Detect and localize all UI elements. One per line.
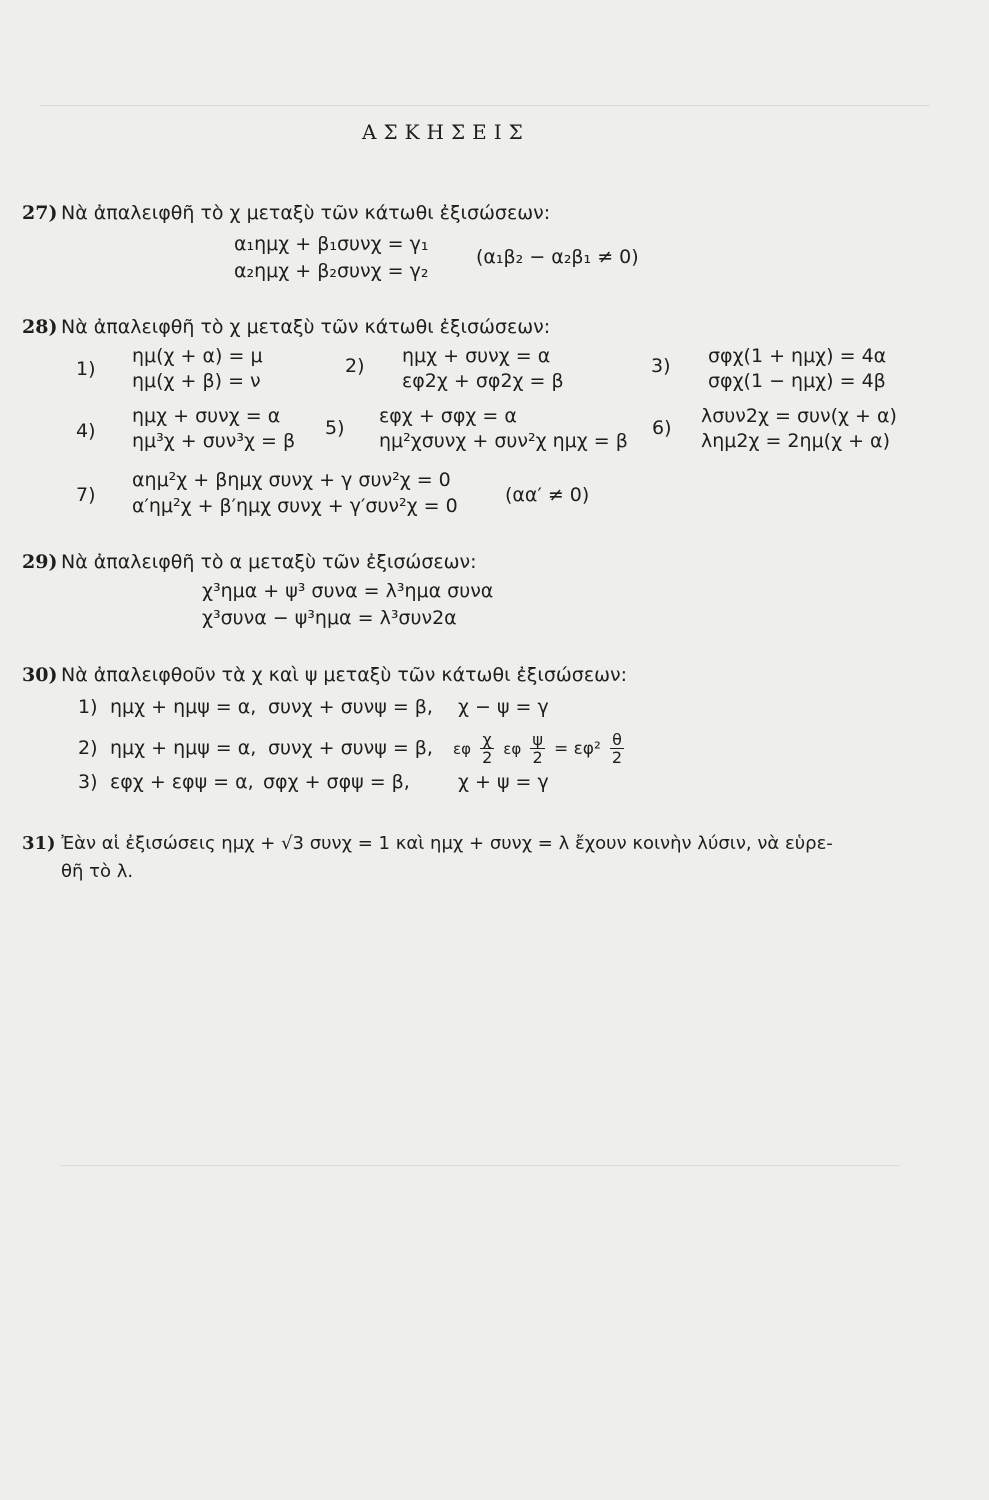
- exercise-27-equation-1: α₁ημχ + β₁συνχ = γ₁: [234, 233, 429, 255]
- exercise-28-part5-eq-b: ημ²χσυνχ + συν²χ ημχ = β: [379, 430, 628, 452]
- exercise-28-number: 28): [22, 316, 58, 338]
- fraction-numerator: θ: [610, 731, 624, 749]
- exercise-30-row3-eq-b: σφχ + σφψ = β,: [263, 771, 410, 793]
- exercise-29-equation-2: χ³συνα − ψ³ημα = λ³συν2α: [202, 607, 457, 629]
- fraction-psi-over-2: [530, 731, 545, 766]
- exercise-30-row1-label: 1): [78, 696, 98, 718]
- exercise-30-row1-eq-c: χ − ψ = γ: [458, 696, 549, 718]
- exercise-27-condition: (α₁β₂ − α₂β₁ ≠ 0): [476, 246, 639, 268]
- exercise-29-statement: Νὰ ἀπαλειφθῆ τὸ α μεταξὺ τῶν ἐξισώσεων:: [61, 551, 477, 573]
- exercise-28-part3-eq-a: σφχ(1 + ημχ) = 4α: [708, 345, 887, 367]
- bleed-through-rule: [60, 1165, 900, 1166]
- exercise-31-line-1: [22, 833, 833, 855]
- exercise-31-number: 31): [22, 833, 56, 854]
- exercise-28-part-label: 6): [652, 417, 672, 439]
- exercise-27-statement: Νὰ ἀπαλειφθῆ τὸ χ μεταξὺ τῶν κάτωθι ἐξισώσεων:: [61, 202, 551, 224]
- exercise-28-part3-eq-b: σφχ(1 − ημχ) = 4β: [708, 370, 886, 392]
- exercise-28-part7-condition: (αα′ ≠ 0): [505, 484, 590, 506]
- exercise-28-part2-eq-b: εφ2χ + σφ2χ = β: [402, 370, 564, 392]
- exercise-28-part2-eq-a: ημχ + συνχ = α: [402, 345, 551, 367]
- exercise-31-and: καὶ: [395, 833, 425, 854]
- exercise-31-statement-end: ἔχουν κοινὴν λύσιν, νὰ εὑρε-: [575, 833, 833, 854]
- bleed-through-rule: [40, 105, 930, 106]
- exercise-30-row3-label: 3): [78, 771, 98, 793]
- exercise-27-equation-2: α₂ημχ + β₂συνχ = γ₂: [234, 260, 429, 282]
- exercise-29-equation-1: χ³ημα + ψ³ συνα = λ³ημα συνα: [202, 580, 494, 602]
- tan-label: εφ: [503, 740, 522, 758]
- fraction-denominator: 2: [532, 748, 543, 767]
- exercise-27-number: 27): [22, 202, 58, 224]
- exercise-28-part-label: 4): [76, 420, 96, 442]
- exercise-28-part-label: 1): [76, 358, 96, 380]
- exercise-28-part6-eq-b: λημ2χ = 2ημ(χ + α): [701, 430, 890, 452]
- fraction-denominator: 2: [611, 748, 623, 767]
- exercise-28-part4-eq-b: ημ³χ + συν³χ = β: [132, 430, 296, 452]
- exercise-28-part5-eq-a: εφχ + σφχ = α: [379, 405, 517, 427]
- fraction-numerator: ψ: [532, 730, 543, 749]
- exercise-28-part6-eq-a: λσυν2χ = συν(χ + α): [701, 405, 897, 427]
- exercise-29-number: 29): [22, 551, 58, 573]
- exercise-30-row2-eq-a: ημχ + ημψ = α,: [110, 737, 257, 759]
- exercise-31-line-2: θῆ τὸ λ.: [61, 861, 134, 882]
- fraction-theta-over-2: [610, 731, 624, 766]
- exercise-28-part-label: 3): [651, 355, 671, 377]
- fraction-denominator: 2: [482, 748, 493, 767]
- exercise-30-row2-label: 2): [78, 737, 98, 759]
- exercise-28-part-label: 5): [325, 417, 345, 439]
- exercise-28-part7-eq-a: αημ²χ + βημχ συνχ + γ συν²χ = 0: [132, 469, 451, 491]
- exercise-30-row2-eq-b: συνχ + συνψ = β,: [268, 737, 433, 759]
- exercise-28-part7-eq-b: α′ημ²χ + β′ημχ συνχ + γ′συν²χ = 0: [132, 495, 458, 517]
- exercise-28-statement: Νὰ ἀπαλειφθῆ τὸ χ μεταξὺ τῶν κάτωθι ἐξισώσεων:: [61, 316, 551, 338]
- exercise-31-intro: Ἐὰν αἱ ἐξισώσεις: [61, 833, 216, 854]
- exercise-28-part-label: 2): [345, 355, 365, 377]
- equals-tan-squared: = εφ²: [553, 739, 601, 759]
- exercise-30-row1-eq-b: συνχ + συνψ = β,: [268, 696, 433, 718]
- exercise-28-part1-eq-b: ημ(χ + β) = ν: [132, 370, 261, 392]
- tan-label: εφ: [453, 740, 472, 758]
- exercise-30-row3-eq-a: εφχ + εφψ = α,: [110, 771, 254, 793]
- exercise-28-part4-eq-a: ημχ + συνχ = α: [132, 405, 281, 427]
- fraction-chi-over-2: [480, 731, 494, 766]
- page-title: ΑΣΚΗΣΕΙΣ: [362, 120, 530, 144]
- exercise-30-statement: Νὰ ἀπαλειφθοῦν τὰ χ καὶ ψ μεταξὺ τῶν κάτωθι ἐξισώσεων:: [61, 664, 628, 686]
- exercise-30-row3-eq-c: χ + ψ = γ: [458, 771, 549, 793]
- exercise-30-number: 30): [22, 664, 58, 686]
- fraction-numerator: χ: [480, 731, 494, 749]
- exercise-31-equation-a: ημχ + √3 συνχ = 1: [221, 833, 390, 854]
- exercise-31-equation-b: ημχ + συνχ = λ: [430, 833, 570, 854]
- exercise-30-row2-tan-relation: [453, 724, 627, 773]
- exercise-28-part1-eq-a: ημ(χ + α) = μ: [132, 345, 263, 367]
- exercise-28-part-label: 7): [76, 484, 96, 506]
- exercise-30-row1-eq-a: ημχ + ημψ = α,: [110, 696, 257, 718]
